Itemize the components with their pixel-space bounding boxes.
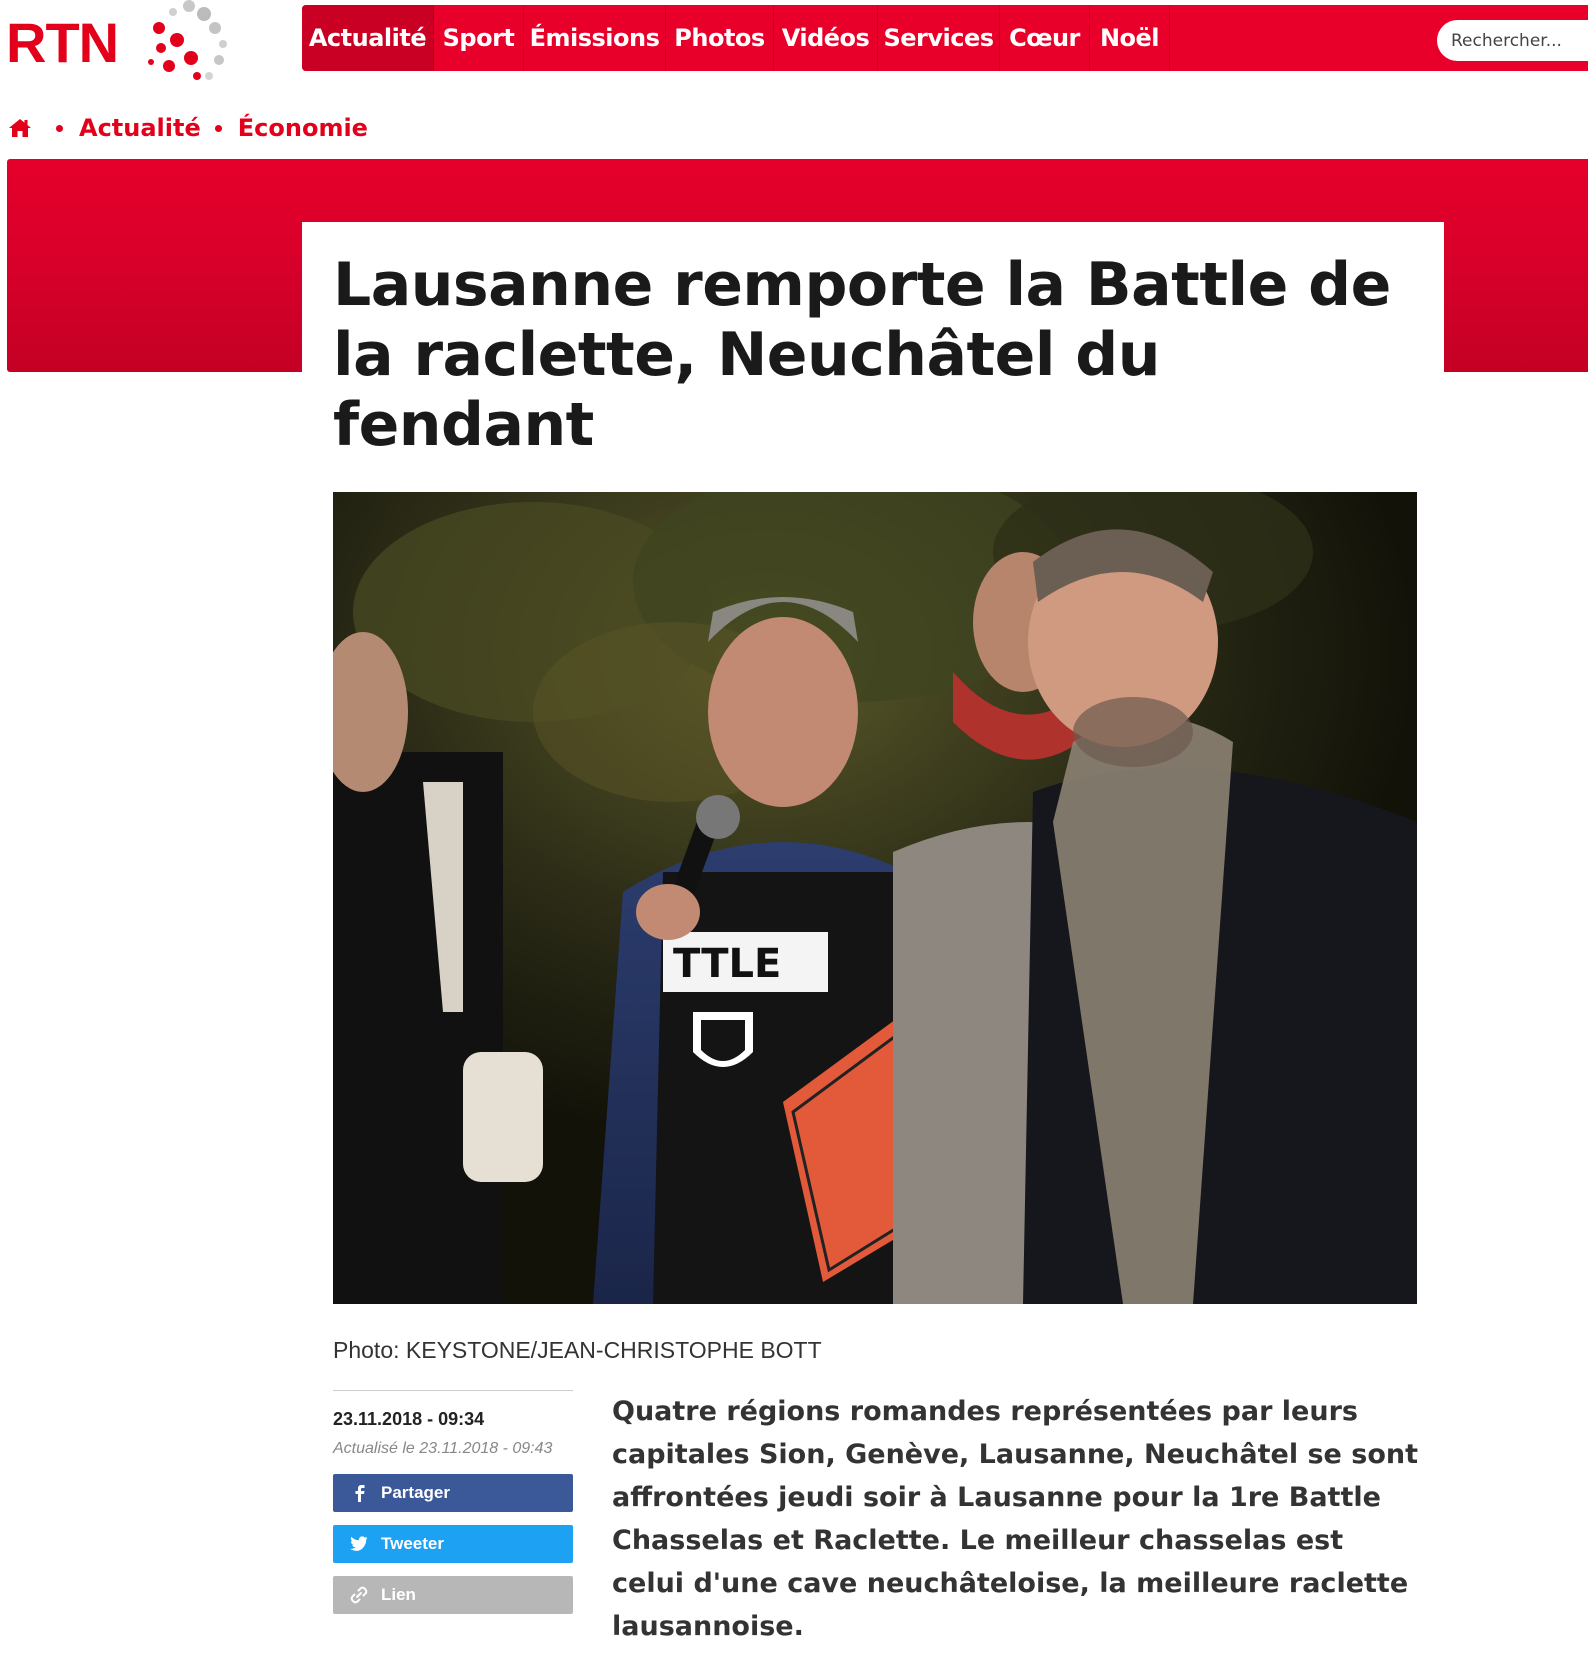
nav-item-videos[interactable]: Vidéos — [774, 5, 878, 71]
home-icon[interactable] — [8, 117, 32, 139]
nav-item-noel[interactable]: Noël — [1090, 5, 1170, 71]
article-lead: Quatre régions romandes représentées par leurs capitales Sion, Genève, Lausanne, Neuchâtel se sont affrontées jeudi soir à Lausanne pour la 1re Battle Chasselas et Raclette. Le meilleur chasselas est celui d'une cave neuchâteloise, la meilleure raclette lausannoise. — [612, 1396, 1419, 1642]
breadcrumb — [8, 110, 374, 146]
nav-item-coeur[interactable]: Cœur — [1000, 5, 1090, 71]
logo-text: RTN — [6, 11, 119, 74]
article-photo[interactable] — [333, 492, 1417, 1304]
share-facebook-label: Partager — [381, 1483, 450, 1502]
article-card — [302, 222, 1444, 1660]
search-input[interactable] — [1437, 20, 1588, 61]
updated-date: Actualisé le 23.11.2018 - 09:43 — [333, 1440, 553, 1457]
nav-item-sport[interactable]: Sport — [434, 5, 524, 71]
breadcrumb-item-economie[interactable]: Économie — [237, 114, 368, 142]
share-twitter-button[interactable] — [333, 1525, 573, 1563]
nav-item-actualite[interactable]: Actualité — [302, 5, 434, 71]
breadcrumb-separator — [215, 125, 222, 132]
share-link-button[interactable] — [333, 1576, 573, 1614]
share-twitter-label: Tweeter — [381, 1534, 444, 1553]
publish-date: 23.11.2018 - 09:34 — [333, 1409, 485, 1429]
svg-text:TTLE: TTLE — [673, 941, 782, 987]
nav-item-photos[interactable]: Photos — [666, 5, 774, 71]
main-nav — [302, 5, 1588, 71]
share-link-label: Lien — [381, 1585, 416, 1604]
facebook-icon — [349, 1483, 369, 1503]
breadcrumb-item-actualite[interactable]: Actualité — [79, 114, 201, 142]
article-photo-image — [333, 492, 1417, 1304]
twitter-icon — [349, 1534, 369, 1554]
share-facebook-button[interactable] — [333, 1474, 573, 1512]
article-meta — [333, 1390, 573, 1614]
nav-item-services[interactable]: Services — [878, 5, 1000, 71]
photo-credit: Photo: KEYSTONE/JEAN-CHRISTOPHE BOTT — [333, 1337, 822, 1363]
site-logo[interactable] — [6, 0, 231, 86]
logo-dots-icon — [139, 0, 231, 86]
link-icon — [349, 1585, 369, 1605]
nav-item-emissions[interactable]: Émissions — [524, 5, 666, 71]
article-title: Lausanne remporte la Battle de la raclette, Neuchâtel du fendant — [333, 250, 1391, 460]
breadcrumb-separator — [56, 125, 63, 132]
